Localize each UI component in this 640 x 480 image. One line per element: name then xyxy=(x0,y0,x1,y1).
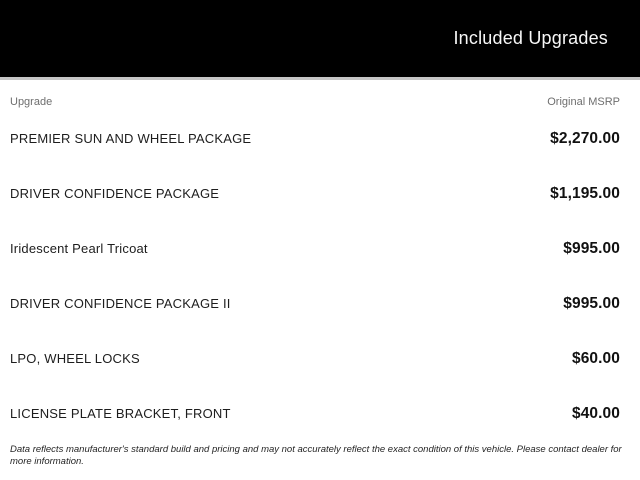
page-title: Included Upgrades xyxy=(453,28,608,48)
upgrade-name: DRIVER CONFIDENCE PACKAGE xyxy=(10,186,220,201)
upgrade-price: $995.00 xyxy=(563,294,620,312)
table-row xyxy=(10,276,620,331)
header-bar xyxy=(0,0,640,80)
table-row xyxy=(10,166,620,221)
upgrade-price: $995.00 xyxy=(563,239,620,257)
table-column-header xyxy=(10,80,620,111)
upgrade-price: $1,195.00 xyxy=(550,184,620,202)
table-row xyxy=(10,386,620,441)
disclaimer-text: Data reflects manufacturer's standard build and pricing and may not accurately reflect the exact condition of this vehicle. Please contact dealer for more information. xyxy=(10,444,622,468)
upgrade-price: $40.00 xyxy=(571,404,620,422)
upgrade-name: LICENSE PLATE BRACKET, FRONT xyxy=(10,406,231,421)
column-header-msrp: Original MSRP xyxy=(547,96,620,108)
upgrade-price: $60.00 xyxy=(571,349,620,367)
upgrade-name: Iridescent Pearl Tricoat xyxy=(10,241,148,256)
upgrade-name: LPO, WHEEL LOCKS xyxy=(10,351,140,366)
column-header-upgrade: Upgrade xyxy=(10,96,53,108)
footer xyxy=(0,441,640,469)
upgrade-name: DRIVER CONFIDENCE PACKAGE II xyxy=(10,296,231,311)
table-row xyxy=(10,221,620,276)
upgrades-table xyxy=(0,80,640,441)
upgrade-name: PREMIER SUN AND WHEEL PACKAGE xyxy=(10,131,252,146)
table-row xyxy=(10,111,620,166)
table-row xyxy=(10,331,620,386)
upgrade-price: $2,270.00 xyxy=(550,129,620,147)
